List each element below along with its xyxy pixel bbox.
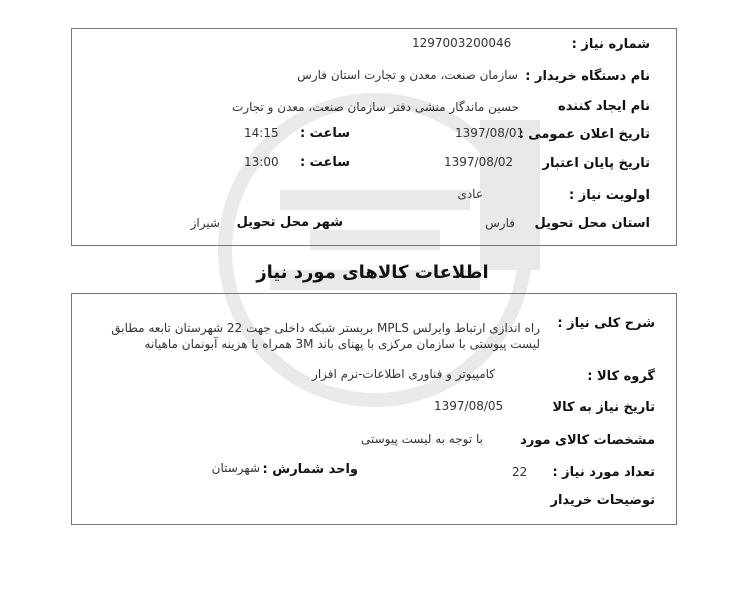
buyer-notes-label: توضیحات خریدار: [550, 493, 655, 508]
description-label: شرح کلی نیاز :: [557, 316, 655, 331]
city-value: شیراز: [190, 216, 220, 230]
quantity-value: 22: [512, 465, 528, 479]
need-number-value: 1297003200046: [412, 36, 512, 50]
description-line-1: راه اندازی ارتباط وایرلس MPLS بربستر شبکه داخلی جهت 22 شهرستان تابعه مطابق: [111, 321, 540, 335]
specs-value: با توجه به لیست پیوستی: [360, 432, 483, 446]
section-title: اطلاعات کالاهای مورد نیاز: [256, 262, 489, 283]
unit-label: واحد شمارش :: [262, 462, 358, 477]
announce-time-value: 14:15: [244, 126, 279, 140]
creator-label: نام ایجاد کننده: [558, 99, 650, 114]
need-number-label: شماره نیاز :: [571, 37, 650, 52]
announce-time-label: ساعت :: [299, 126, 350, 141]
announce-date-label: تاریخ اعلان عمومی :: [518, 127, 650, 142]
deadline-time-value: 13:00: [244, 155, 279, 169]
creator-value: حسین ماندگار منشی دفتر سازمان صنعت، معدن و تجارت: [232, 100, 519, 114]
quantity-label: تعداد مورد نیاز :: [552, 465, 655, 480]
city-label: شهر محل تحویل: [236, 215, 343, 230]
deadline-date-value: 1397/08/02: [444, 155, 514, 169]
announce-date-value: 1397/08/01: [455, 126, 525, 140]
deadline-date-label: تاریخ پایان اعتبار: [542, 156, 650, 171]
description-line-2: لیست پیوستی با سازمان مرکزی با پهنای باند 3M همراه با هزینه آبونمان ماهیانه: [144, 337, 540, 351]
province-label: استان محل تحویل: [534, 216, 650, 231]
unit-value: شهرستان: [211, 461, 260, 475]
priority-label: اولویت نیاز :: [568, 188, 650, 203]
goods-group-value: کامپیوتر و فناوری اطلاعات-نرم افزار: [312, 367, 495, 381]
buyer-org-label: نام دستگاه خریدار :: [525, 69, 650, 84]
specs-label: مشخصات کالای مورد: [520, 433, 655, 448]
deadline-time-label: ساعت :: [299, 155, 350, 170]
need-date-label: تاریخ نیاز به کالا: [552, 400, 655, 415]
priority-value: عادی: [457, 187, 483, 201]
province-value: فارس: [485, 216, 515, 230]
buyer-org-value: سازمان صنعت، معدن و تجارت استان فارس: [297, 68, 518, 82]
need-date-value: 1397/08/05: [434, 399, 504, 413]
goods-group-label: گروه کالا :: [587, 369, 655, 384]
